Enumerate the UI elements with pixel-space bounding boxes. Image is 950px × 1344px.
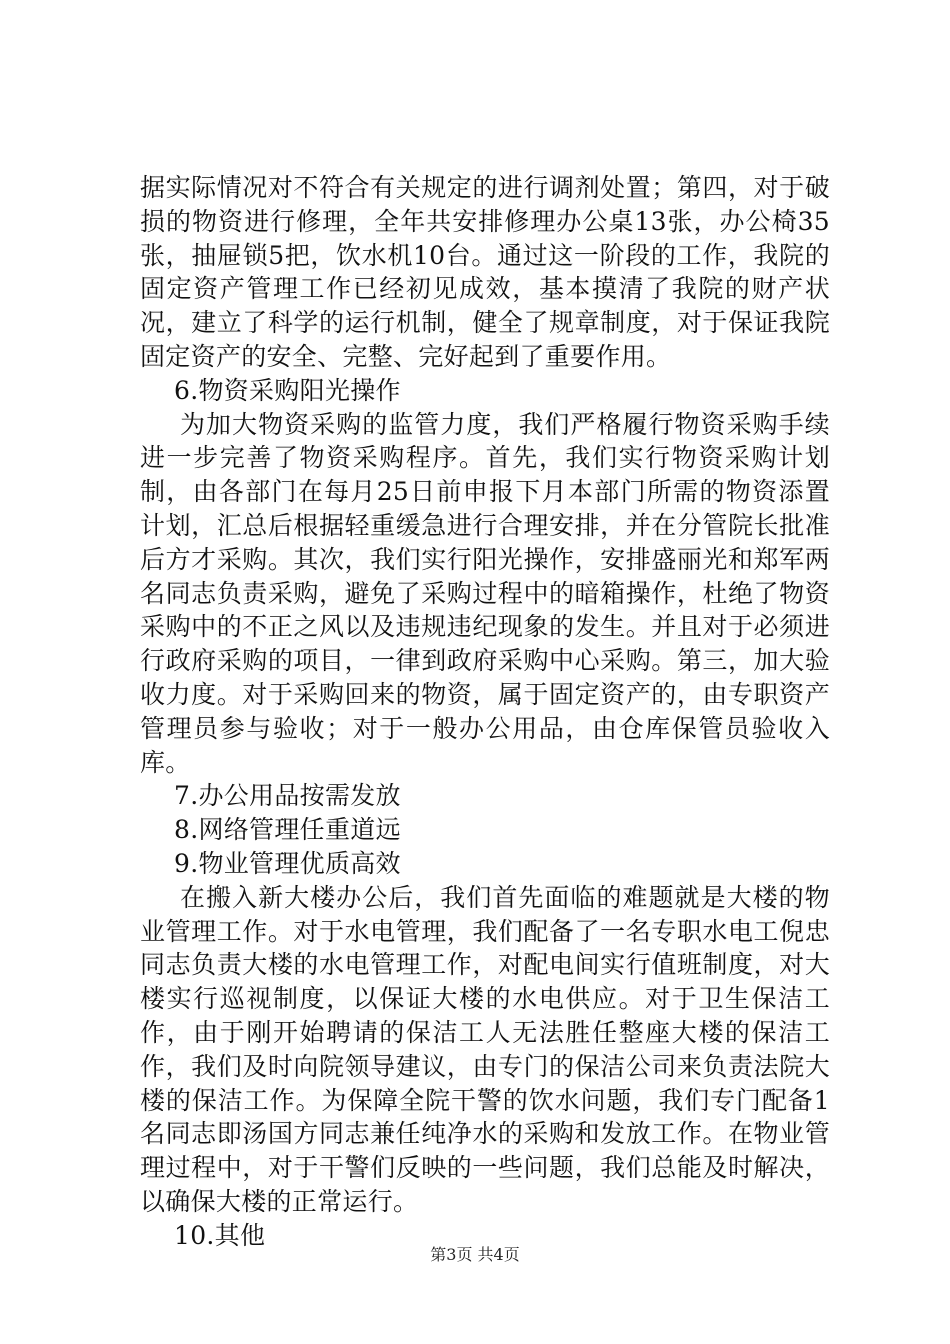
section-heading-7: 7.办公用品按需发放 xyxy=(174,781,401,811)
paragraph-continuation: 据实际情况对不符合有关规定的进行调剂处置；第四，对于破损的物资进行修理，全年共安排修理办公桌13张，办公椅35张，抽屉锁5把，饮水机10台。通过这一阶段的工作，我院的固定资产管理工作已经初见成效，基本摸清了我院的财产状况，建立了科学的运行机制，健全了规章制度，对于保证我院固定资产的安全、完整、完好起到了重要作用。 xyxy=(140,173,830,371)
document-body xyxy=(140,171,830,1253)
paragraph-property-management: 在搬入新大楼办公后，我们首先面临的难题就是大楼的物业管理工作。对于水电管理，我们配备了一名专职水电工倪忠同志负责大楼的水电管理工作，对配电间实行值班制度，对大楼实行巡视制度，以保证大楼的水电供应。对于卫生保洁工作，由于刚开始聘请的保洁工人无法胜任整座大楼的保洁工作，我们及时向院领导建议，由专门的保洁公司来负责法院大楼的保洁工作。为保障全院干警的饮水问题，我们专门配备1名同志即汤国方同志兼任纯净水的采购和发放工作。在物业管理过程中，对于干警们反映的一些问题，我们总能及时解决，以确保大楼的正常运行。 xyxy=(140,882,830,1216)
paragraph-procurement: 为加大物资采购的监管力度，我们严格履行物资采购手续进一步完善了物资采购程序。首先，我们实行物资采购计划制，由各部门在每月25日前申报下月本部门所需的物资添置计划，汇总后根据轻重缓急进行合理安排，并在分管院长批准后方才采购。其次，我们实行阳光操作，安排盛丽光和郑军两名同志负责采购，避免了采购过程中的暗箱操作，杜绝了物资采购中的不正之风以及违规违纪现象的发生。并且对于必须进行政府采购的项目，一律到政府采购中心采购。第三，加大验收力度。对于采购回来的物资，属于固定资产的，由专职资产管理员参与验收；对于一般办公用品，由仓库保管员验收入库。 xyxy=(140,409,830,777)
section-heading-9: 9.物业管理优质高效 xyxy=(174,848,401,878)
section-heading-8: 8.网络管理任重道远 xyxy=(174,815,401,845)
section-heading-6: 6.物资采购阳光操作 xyxy=(174,375,401,405)
section-heading-10: 10.其他 xyxy=(174,1220,266,1250)
page-number-footer: 第3页 共4页 xyxy=(430,1245,520,1264)
